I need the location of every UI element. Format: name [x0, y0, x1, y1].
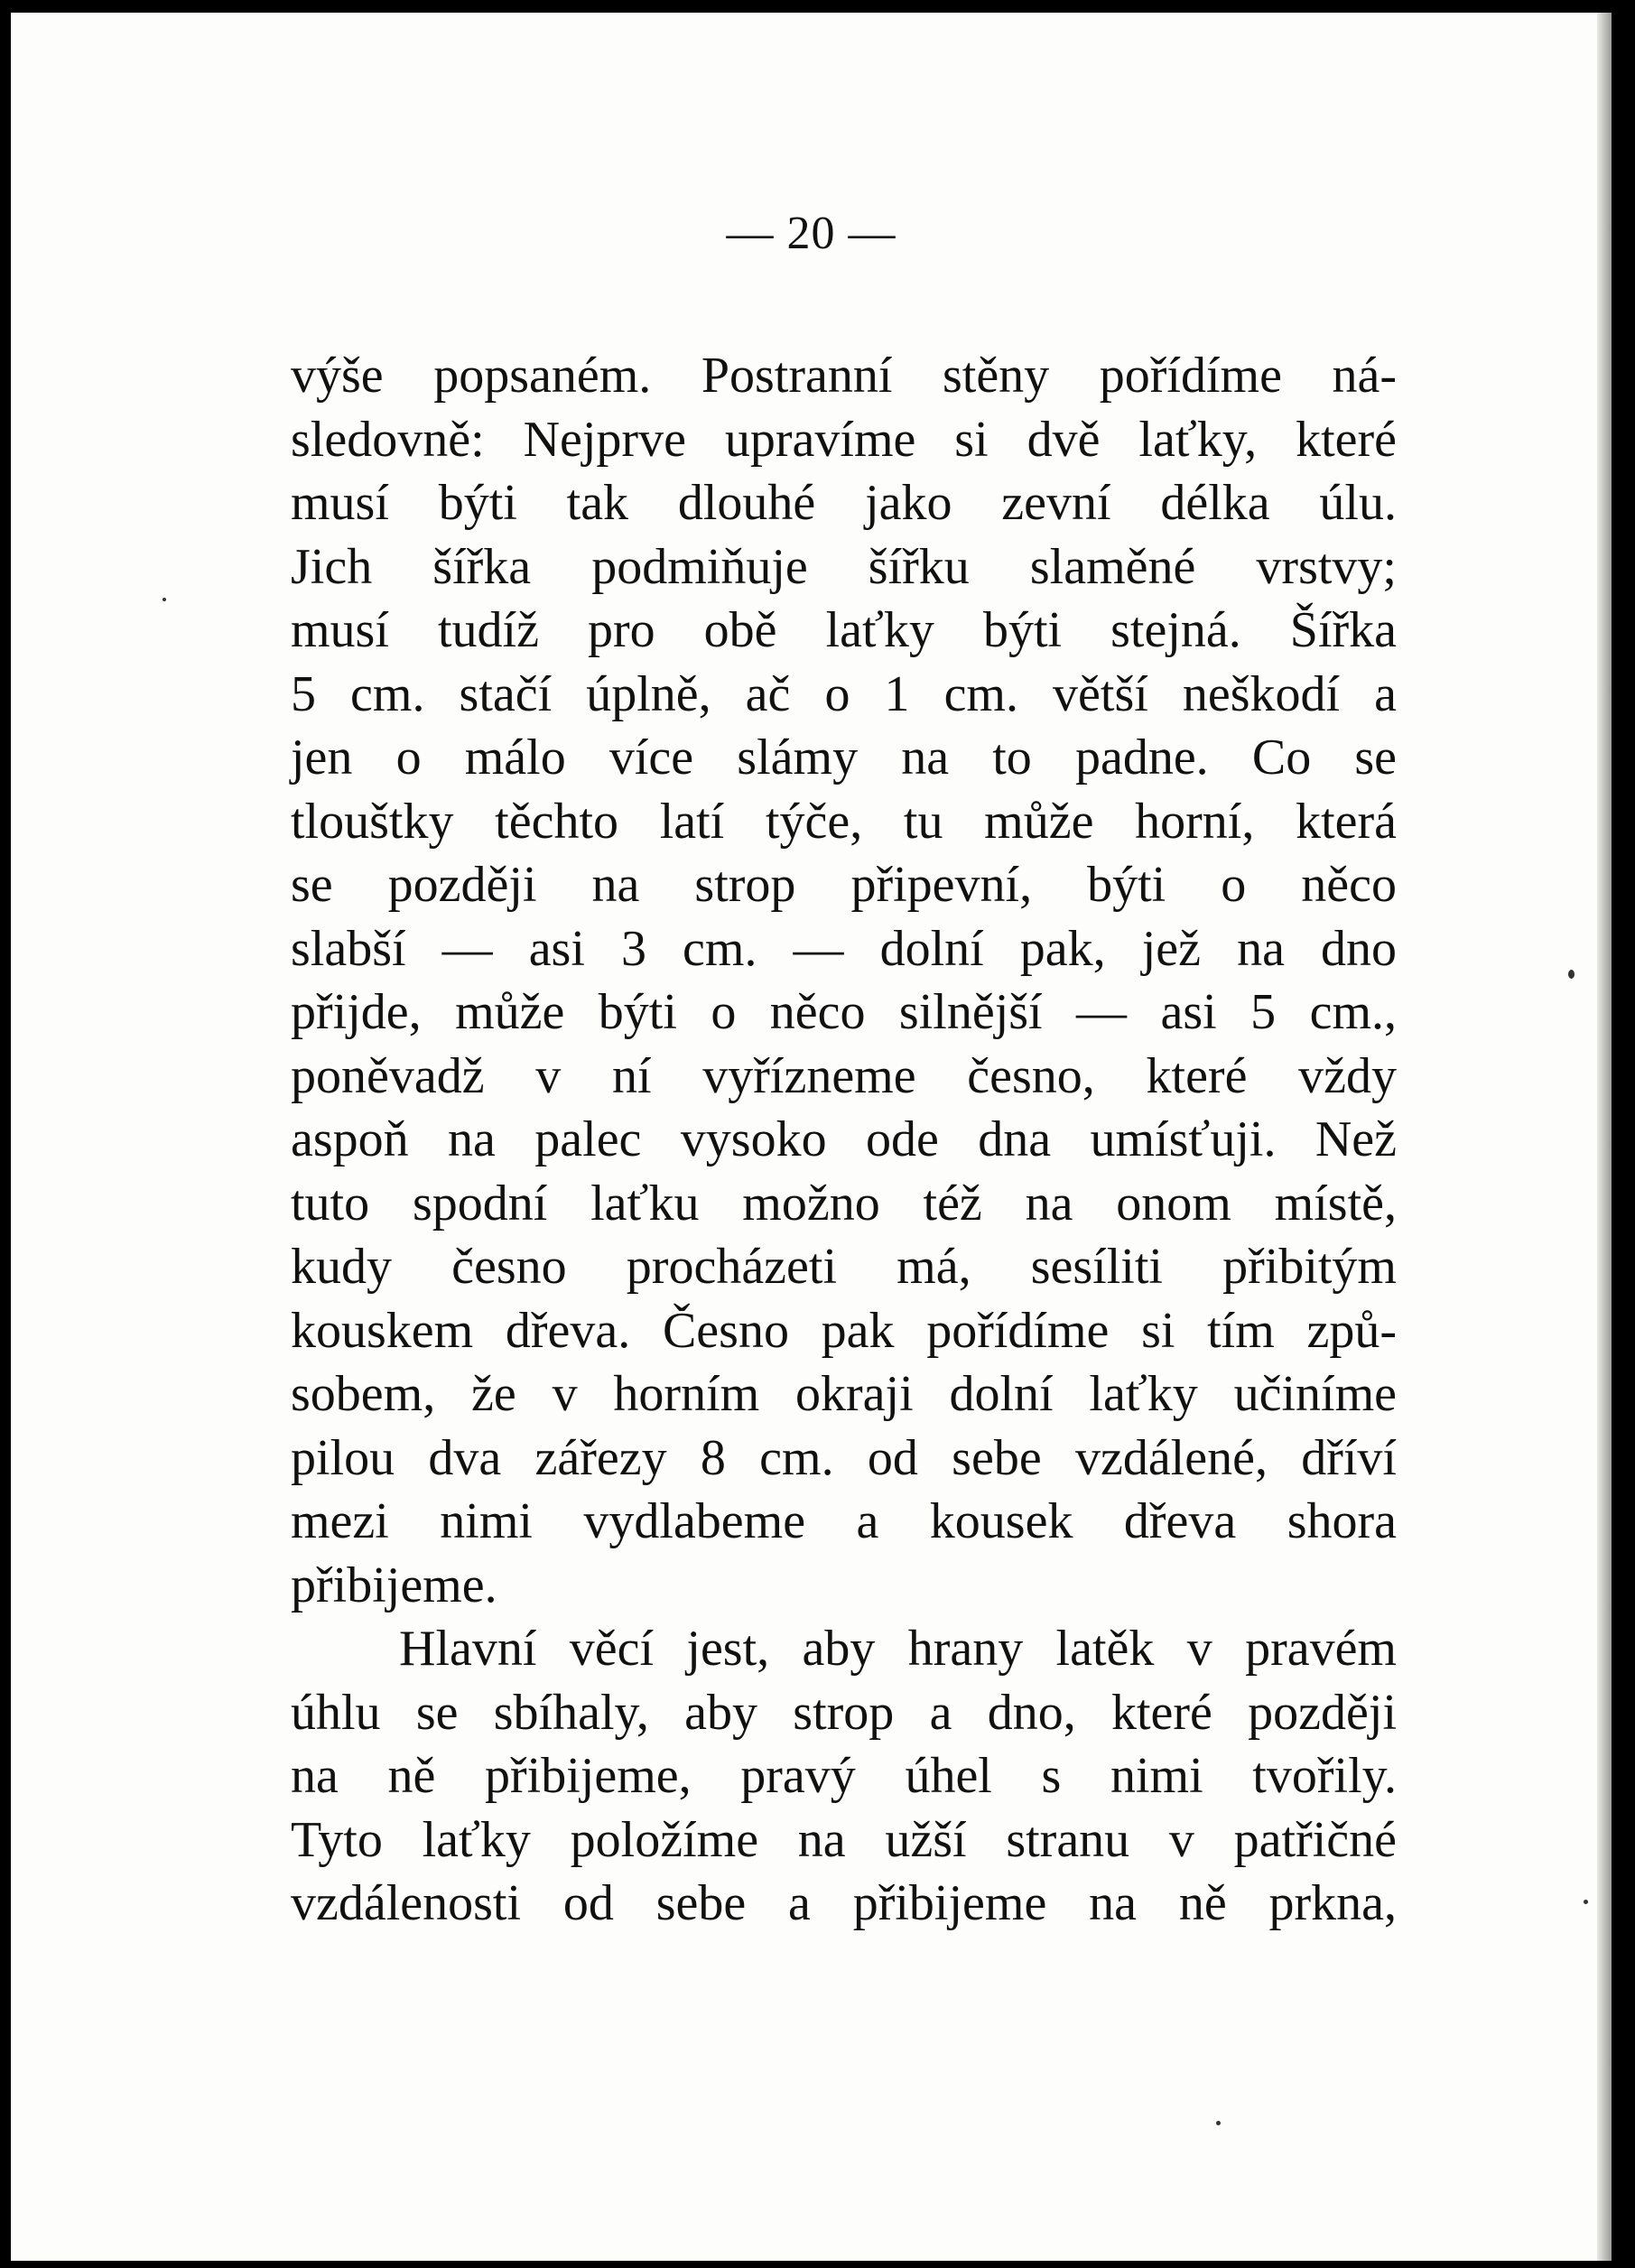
text-line: se později na strop připevní, býti o něco [291, 857, 1397, 913]
scan-speck [163, 598, 166, 601]
paragraph-1 [291, 344, 1397, 1617]
text-line: mezi nimi vydlabeme a kousek dřeva shora [291, 1493, 1397, 1549]
text-line: tlouštky těchto latí týče, tu může horní, která [291, 793, 1397, 850]
text-line: Jich šířka podmiňuje šířku slaměné vrstvy; [291, 538, 1397, 595]
text-line: musí tudíž pro obě laťky býti stejná. Šířka [291, 602, 1397, 658]
scan-speck [1584, 1900, 1588, 1904]
text-line: vzdálenosti od sebe a přibijeme na ně prkna, [291, 1875, 1397, 1931]
text-line: aspoň na palec vysoko ode dna umísťuji. Než [291, 1111, 1397, 1167]
text-line: úhlu se sbíhaly, aby strop a dno, které později [291, 1684, 1397, 1741]
text-line: jen o málo více slámy na to padne. Co se [291, 730, 1397, 785]
text-line: na ně přibijeme, pravý úhel s nimi tvořily. [291, 1748, 1397, 1804]
text-line: sobem, že v horním okraji dolní laťky učiníme [291, 1366, 1397, 1422]
text-line: přibijeme. [291, 1557, 497, 1613]
text-line: pilou dva zářezy 8 cm. od sebe vzdálené, dříví [291, 1429, 1397, 1486]
text-line: tuto spodní laťku možno též na onom místě, [291, 1175, 1397, 1232]
scan-speck [1216, 2121, 1221, 2125]
page-edge-shadow [1597, 13, 1612, 2261]
text-line: kudy česno procházeti má, sesíliti přibitým [291, 1239, 1397, 1295]
page-number: — 20 — [726, 208, 896, 259]
text-line: přijde, může býti o něco silnější — asi 5 cm., [291, 984, 1397, 1040]
text-line: Tyto laťky položíme na užší stranu v patřičné [291, 1811, 1397, 1868]
scan-speck [1568, 970, 1575, 979]
text-line: poněvadž v ní vyřízneme česno, které vždy [291, 1047, 1397, 1104]
text-line: kouskem dřeva. Česno pak pořídíme si tím způ- [291, 1302, 1397, 1359]
paragraph-2 [291, 1617, 1397, 1936]
body-text [291, 344, 1397, 1936]
text-line: slabší — asi 3 cm. — dolní pak, jež na dno [291, 920, 1397, 977]
text-line: výše popsaném. Postranní stěny pořídíme ná- [291, 348, 1397, 404]
book-page [11, 13, 1612, 2261]
text-line: Hlavní věcí jest, aby hrany latěk v pravém [399, 1621, 1397, 1677]
text-line: musí býti tak dlouhé jako zevní délka úlu. [291, 475, 1397, 531]
text-line: sledovně: Nejprve upravíme si dvě laťky, které [291, 411, 1397, 468]
text-line: 5 cm. stačí úplně, ač o 1 cm. větší neškodí a [291, 665, 1397, 722]
